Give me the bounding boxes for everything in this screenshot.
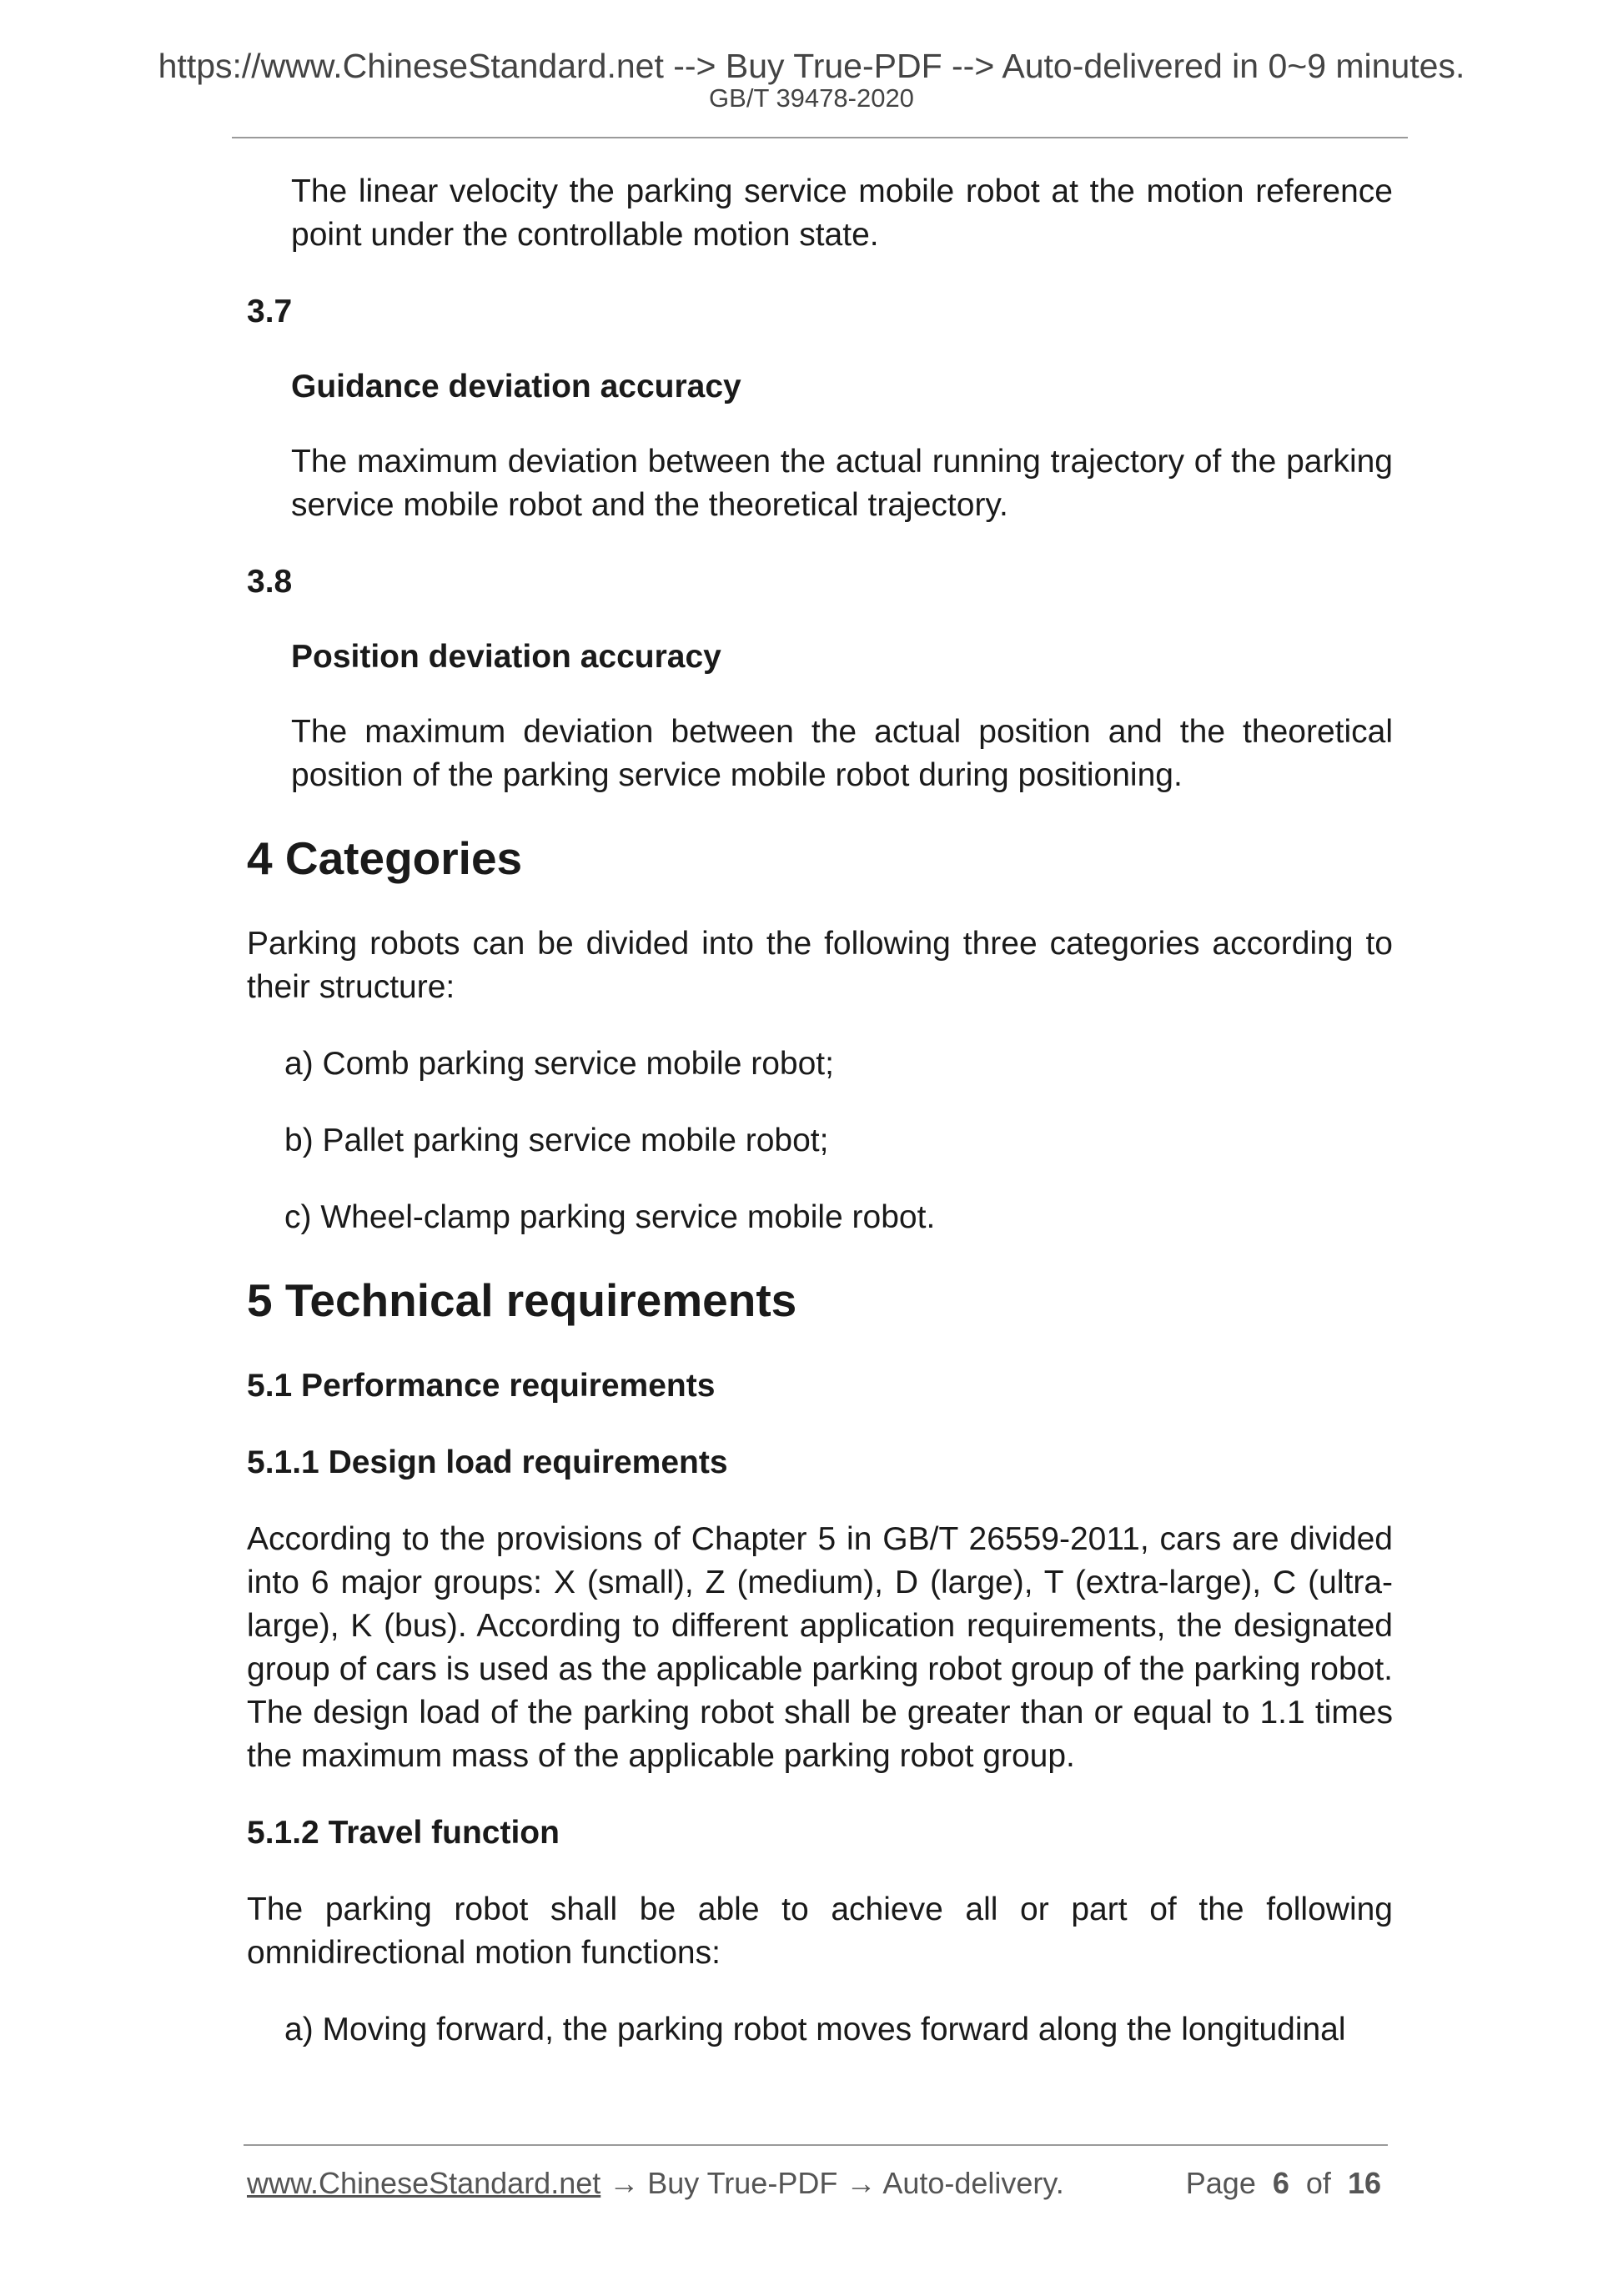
page-content — [247, 170, 1393, 2052]
definition-3-6-text: The linear velocity the parking service mobile robot at the motion reference point under the controllable motion state. — [291, 173, 1393, 253]
footer-tagline: → Buy True-PDF → Auto-delivery. — [600, 2166, 1064, 2200]
design-load-paragraph: According to the provisions of Chapter 5 in GB/T 26559-2011, cars are divided into 6 major groups: X (small), Z (medium), D (large), T (extra-large), C (ultra-large), K (bus). According to different application requirements, the designated group of cars is used as the applicable parking robot group of the parking robot. The design load of the parking robot shall be greater than or equal to 1.1 times the maximum mass of the applicable parking robot group. — [247, 1521, 1393, 1774]
page-indicator — [1186, 2165, 1381, 2202]
categories-intro: Parking robots can be divided into the following three categories according to their structure: — [247, 926, 1393, 1005]
heading-performance-requirements: 5.1 Performance requirements — [247, 1368, 716, 1404]
footer-site-link[interactable]: www.ChineseStandard.net — [247, 2166, 601, 2200]
heading-travel-function: 5.1.2 Travel function — [247, 1815, 560, 1851]
list-item: b) Pallet parking service mobile robot; — [284, 1123, 829, 1158]
footer-divider — [244, 2144, 1388, 2146]
list-item: a) Comb parking service mobile robot; — [284, 1046, 834, 1082]
standard-code: GB/T 39478-2020 — [709, 83, 914, 113]
heading-design-load: 5.1.1 Design load requirements — [247, 1444, 728, 1480]
page-number: 6 — [1272, 2166, 1289, 2200]
heading-technical-requirements: 5 Technical requirements — [247, 1274, 797, 1326]
definition-3-8-text: The maximum deviation between the actual position and the theoretical position of the parking service mobile robot during positioning. — [291, 714, 1393, 793]
travel-function-paragraph: The parking robot shall be able to achieve all or part of the following omnidirectional motion functions: — [247, 1892, 1393, 1971]
header-banner: https://www.ChineseStandard.net --> Buy True-PDF --> Auto-delivered in 0~9 minutes. — [158, 47, 1465, 85]
term-3-7: Guidance deviation accuracy — [291, 369, 741, 404]
of-word: of — [1305, 2166, 1331, 2200]
clause-number-3-8: 3.8 — [247, 564, 293, 600]
page-total: 16 — [1347, 2166, 1381, 2200]
heading-categories: 4 Categories — [247, 832, 523, 884]
clause-number-3-7: 3.7 — [247, 294, 293, 329]
term-3-8: Position deviation accuracy — [291, 639, 721, 675]
definition-3-7-text: The maximum deviation between the actual running trajectory of the parking service mobile robot and the theoretical trajectory. — [291, 444, 1393, 523]
list-item: a) Moving forward, the parking robot moves forward along the longitudinal — [284, 2012, 1346, 2047]
header-divider — [232, 137, 1408, 138]
footer — [247, 2165, 1381, 2202]
list-item: c) Wheel-clamp parking service mobile robot. — [284, 1199, 936, 1235]
page-word: Page — [1185, 2166, 1256, 2200]
